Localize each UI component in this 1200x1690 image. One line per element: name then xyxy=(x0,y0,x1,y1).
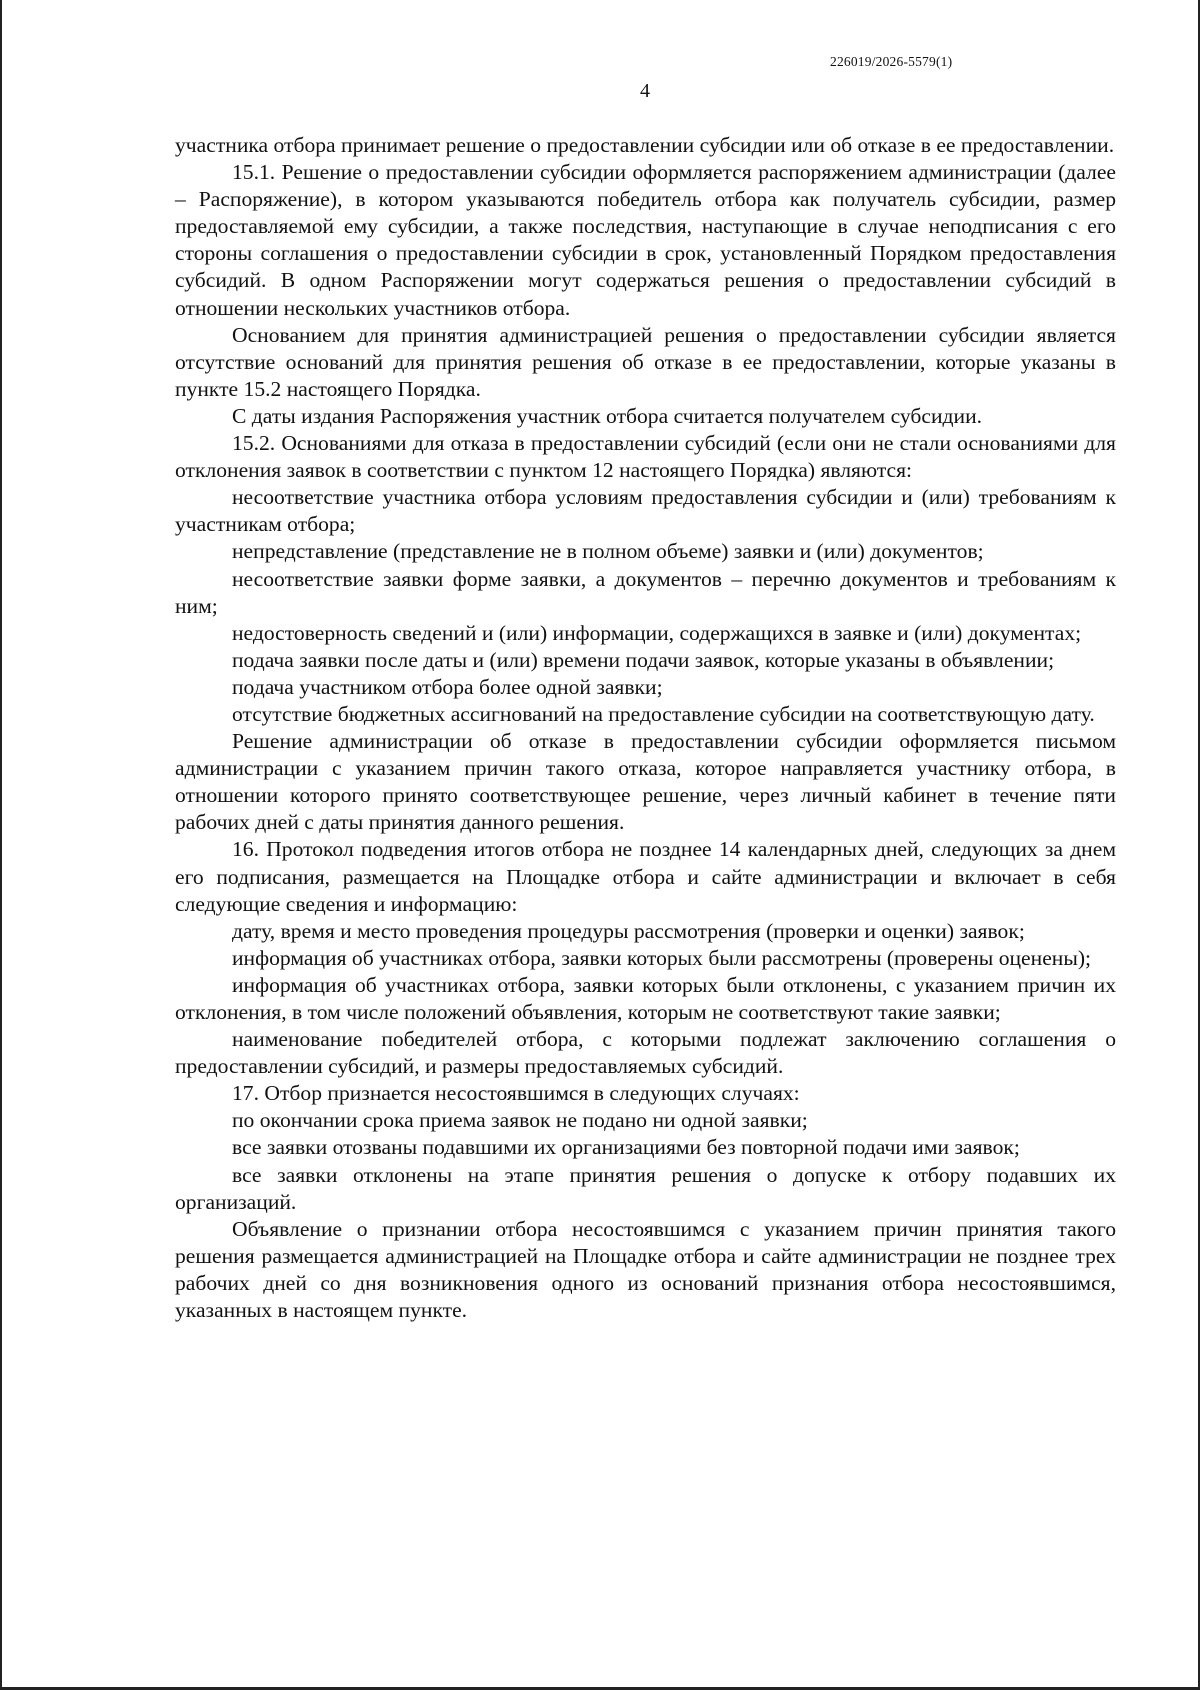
list-item: дату, время и место проведения процедуры рассмотрения (проверки и оценки) заявок; xyxy=(232,918,1025,943)
paragraph: 16. Протокол подведения итогов отбора не позднее 14 календарных дней, следующих за днем его подписания, размещается на Площадке отбора и сайте администрации и включает в себя следующие сведения и информацию: xyxy=(175,837,1116,916)
document-id: 226019/2026-5579(1) xyxy=(830,54,953,69)
paragraph: 17. Отбор признается несостоявшимся в следующих случаях: xyxy=(232,1081,800,1106)
paragraph: Решение администрации об отказе в предоставлении субсидии оформляется письмом администрации с указанием причин такого отказа, которое направляется участнику отбора, в отношении которого принято соответствующее решение, через личный кабинет в течение пяти рабочих дней с даты принятия данного решения. xyxy=(175,729,1116,835)
scan-border-left xyxy=(0,0,2,1690)
list-item: информация об участниках отбора, заявки которых были рассмотрены (проверены оценены); xyxy=(232,945,1092,970)
list-item: информация об участниках отбора, заявки которых были отклонены, с указанием причин их отклонения, в том числе положений объявления, которым не соответствуют такие заявки; xyxy=(175,972,1116,1024)
document-body xyxy=(175,132,1116,1324)
list-item: по окончании срока приема заявок не подано ни одной заявки; xyxy=(232,1108,808,1133)
paragraph: Объявление о признании отбора несостоявшимся с указанием причин принятия такого решения размещается администрацией на Площадке отбора и сайте администрации не позднее трех рабочих дней со дня возникновения одного из оснований признания отбора несостоявшимся, указанных в настоящем пункте. xyxy=(175,1216,1116,1323)
paragraph: Основанием для принятия администрацией решения о предоставлении субсидии является отсутствие оснований для принятия решения об отказе в ее предоставлении, которые указаны в пункте 15.2 настоящего Порядка. xyxy=(175,322,1116,401)
paragraph: 15.1. Решение о предоставлении субсидии оформляется распоряжением администрации (далее – Распоряжение), в котором указываются победитель отбора как получатель субсидии, размер предоставляемой ему субсидии, а также последствия, наступающие в случае неподписания с его стороны соглашения о предоставлении субсидии в срок, установленный Порядком предоставления субсидий. В одном Распоряжении могут содержаться решения о предоставлении субсидий в отношении нескольких участников отбора. xyxy=(175,160,1116,320)
list-item: несоответствие участника отбора условиям предоставления субсидии и (или) требованиям к участникам отбора; xyxy=(175,485,1116,537)
page-number: 4 xyxy=(640,80,650,102)
list-item: все заявки отклонены на этапе принятия решения о допуске к отбору подавших их организаций. xyxy=(175,1162,1116,1214)
list-item: подача участником отбора более одной заявки; xyxy=(232,674,663,699)
list-item: все заявки отозваны подавшими их организациями без повторной подачи ими заявок; xyxy=(232,1135,1020,1160)
list-item: отсутствие бюджетных ассигнований на предоставление субсидии на соответствующую дату. xyxy=(232,701,1095,726)
list-item: недостоверность сведений и (или) информации, содержащихся в заявке и (или) документах; xyxy=(232,620,1082,645)
list-item: подача заявки после даты и (или) времени подачи заявок, которые указаны в объявлении; xyxy=(232,647,1055,672)
paragraph: 15.2. Основаниями для отказа в предоставлении субсидий (если они не стали основаниями для отклонения заявок в соответствии с пунктом 12 настоящего Порядка) являются: xyxy=(175,431,1116,483)
paragraph: участника отбора принимает решение о предоставлении субсидии или об отказе в ее предоставлении. xyxy=(175,133,1115,157)
list-item: наименование победителей отбора, с которыми подлежат заключению соглашения о предоставлении субсидий, и размеры предоставляемых субсидий. xyxy=(175,1027,1116,1079)
list-item: непредставление (представление не в полном объеме) заявки и (или) документов; xyxy=(232,539,984,564)
paragraph: С даты издания Распоряжения участник отбора считается получателем субсидии. xyxy=(232,403,983,428)
list-item: несоответствие заявки форме заявки, а документов – перечню документов и требованиям к ним; xyxy=(175,566,1116,618)
